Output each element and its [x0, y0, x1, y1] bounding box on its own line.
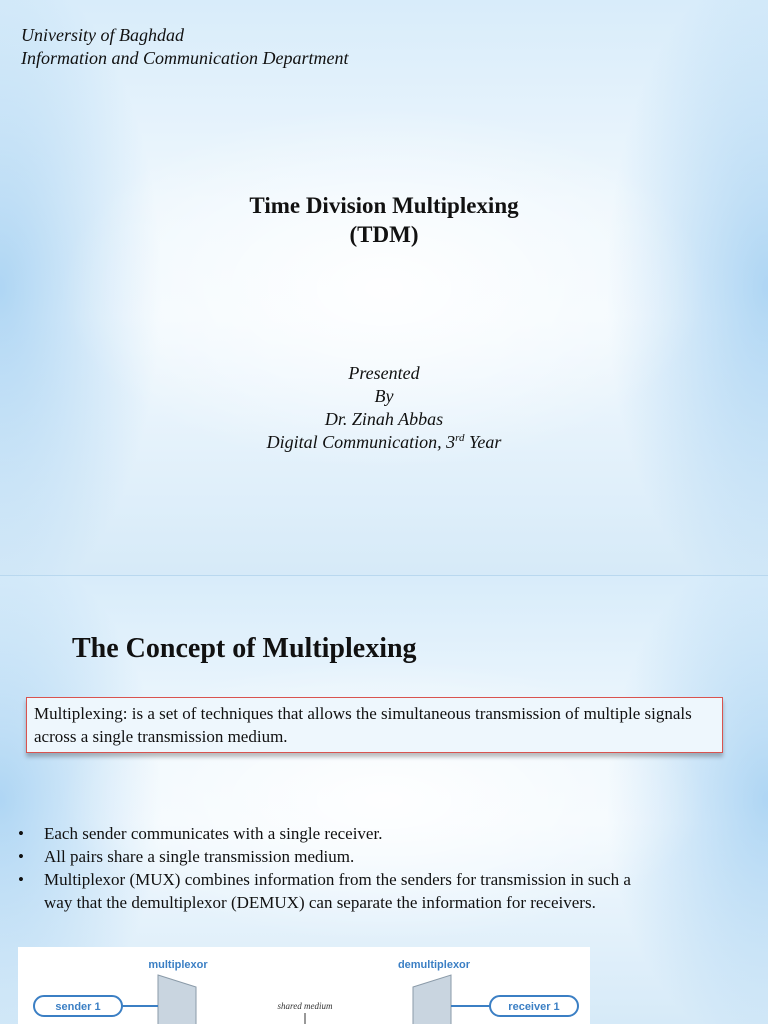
definition-text: Multiplexing: is a set of techniques that allows the simultaneous transmission of multiple signals across a single transmission medium. [34, 704, 692, 746]
presenter-block [0, 362, 768, 454]
demux-shape [413, 975, 451, 1024]
list-item [18, 868, 658, 914]
bullet-text: Multiplexor (MUX) combines information from the senders for transmission in such a way that the demultiplexor (DEMUX) can separate the information for receivers. [44, 870, 631, 912]
by-label: By [374, 386, 394, 406]
presented-label: Presented [348, 363, 420, 383]
bullet-icon: • [18, 824, 24, 843]
presenter-name: Dr. Zinah Abbas [324, 409, 444, 429]
course-ordinal-suffix: rd [455, 432, 465, 444]
definition-box [26, 697, 723, 753]
bullet-text: All pairs share a single transmission medium. [44, 847, 355, 866]
list-item [18, 822, 658, 845]
course-suffix: Year [464, 432, 502, 452]
concept-slide [0, 576, 768, 1024]
course-prefix: Digital Communication, 3 [266, 432, 456, 452]
diagram-svg [18, 947, 590, 1024]
bullet-icon: • [18, 870, 24, 889]
mux-label: multiplexor [148, 959, 208, 971]
medium-label: shared medium [277, 1001, 333, 1011]
title-line-2: (TDM) [349, 222, 419, 247]
department-name: Information and Communication Department [21, 48, 349, 68]
receiver-label: receiver 1 [508, 1001, 560, 1013]
multiplexing-diagram [18, 947, 590, 1024]
mux-shape [158, 975, 196, 1024]
title-line-1: Time Division Multiplexing [249, 193, 519, 218]
sender-label: sender 1 [55, 1001, 101, 1013]
concept-heading: The Concept of Multiplexing [72, 633, 417, 664]
bullet-list [18, 822, 658, 914]
slide-title [0, 191, 768, 249]
institution-block [21, 24, 348, 70]
course-line [0, 431, 768, 454]
list-item [18, 845, 658, 868]
bullet-icon: • [18, 847, 24, 866]
university-name: University of Baghdad [21, 25, 184, 45]
bullet-text: Each sender communicates with a single receiver. [44, 824, 383, 843]
demux-label: demultiplexor [397, 959, 471, 971]
